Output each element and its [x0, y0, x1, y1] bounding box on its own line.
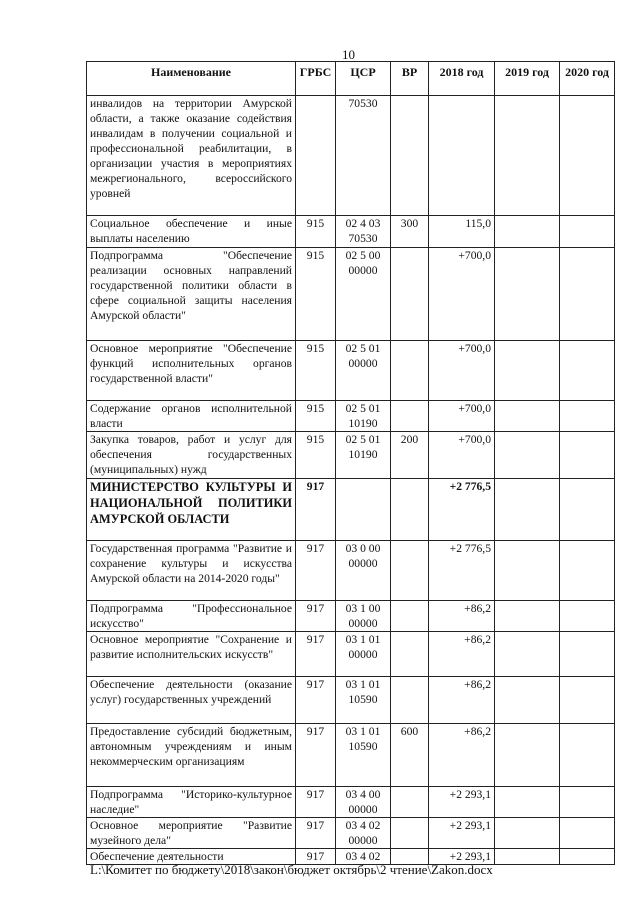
cell-csr: 03 4 02: [336, 849, 391, 865]
cell-y2018: +700,0: [429, 341, 495, 401]
cell-name: инвалидов на территории Амурской области, а также оказание содействия инвалидам в получении социальной и профессиональной реабилитации, в организации участия в мероприятиях межрегионального, всероссийского уровней: [87, 96, 296, 216]
table-row: [87, 541, 615, 601]
table-row: [87, 96, 615, 216]
cell-y2018: +86,2: [429, 724, 495, 787]
cell-grbs: 917: [296, 632, 336, 677]
cell-csr: 02 5 01 10190: [336, 432, 391, 479]
cell-y2019: [495, 341, 560, 401]
cell-y2020: [560, 401, 615, 432]
cell-y2019: [495, 818, 560, 849]
cell-vr: [391, 632, 429, 677]
header-vr: ВР: [391, 62, 429, 96]
cell-name: Основное мероприятие "Сохранение и развитие исполнительских искусств": [87, 632, 296, 677]
cell-y2018: +86,2: [429, 677, 495, 724]
cell-y2020: [560, 432, 615, 479]
header-2020: 2020 год: [560, 62, 615, 96]
table-row: [87, 601, 615, 632]
cell-csr: 02 4 03 70530: [336, 216, 391, 248]
header-grbs: ГРБС: [296, 62, 336, 96]
cell-grbs: 915: [296, 432, 336, 479]
cell-grbs: 915: [296, 341, 336, 401]
header-name: Наименование: [87, 62, 296, 96]
cell-grbs: 917: [296, 818, 336, 849]
table-row: [87, 677, 615, 724]
cell-y2019: [495, 677, 560, 724]
header-2019: 2019 год: [495, 62, 560, 96]
cell-y2018: +2 293,1: [429, 787, 495, 818]
cell-y2019: [495, 632, 560, 677]
cell-name: Подпрограмма "Обеспечение реализации основных направлений государственной политики области в сфере социальной защиты населения Амурской области": [87, 248, 296, 341]
cell-y2020: [560, 216, 615, 248]
table-row: [87, 432, 615, 479]
cell-y2019: [495, 248, 560, 341]
cell-grbs: 915: [296, 216, 336, 248]
cell-csr: 03 0 00 00000: [336, 541, 391, 601]
table-row: [87, 479, 615, 541]
cell-vr: [391, 787, 429, 818]
cell-csr: 03 1 01 10590: [336, 677, 391, 724]
cell-y2018: +700,0: [429, 432, 495, 479]
cell-grbs: 917: [296, 677, 336, 724]
cell-y2018: +2 293,1: [429, 818, 495, 849]
cell-csr: 02 5 00 00000: [336, 248, 391, 341]
table-row: [87, 787, 615, 818]
table-row: [87, 818, 615, 849]
table-row: [87, 724, 615, 787]
cell-grbs: [296, 96, 336, 216]
cell-y2019: [495, 849, 560, 865]
table-row: [87, 216, 615, 248]
cell-vr: [391, 341, 429, 401]
cell-y2018: +86,2: [429, 601, 495, 632]
cell-name: Закупка товаров, работ и услуг для обеспечения государственных (муниципальных) нужд: [87, 432, 296, 479]
cell-name: Основное мероприятие "Развитие музейного дела": [87, 818, 296, 849]
cell-y2020: [560, 601, 615, 632]
cell-grbs: 917: [296, 541, 336, 601]
table-row: [87, 401, 615, 432]
cell-grbs: 915: [296, 248, 336, 341]
cell-y2019: [495, 601, 560, 632]
cell-y2018: +86,2: [429, 632, 495, 677]
cell-grbs: 917: [296, 601, 336, 632]
table-header-row: [87, 62, 615, 96]
cell-y2018: [429, 96, 495, 216]
cell-y2020: [560, 818, 615, 849]
cell-vr: [391, 541, 429, 601]
cell-name: Подпрограмма "Профессиональное искусство": [87, 601, 296, 632]
cell-y2019: [495, 724, 560, 787]
budget-table: [86, 61, 615, 865]
cell-csr: 03 1 01 10590: [336, 724, 391, 787]
cell-vr: 200: [391, 432, 429, 479]
header-csr: ЦСР: [336, 62, 391, 96]
cell-y2018: +700,0: [429, 401, 495, 432]
cell-grbs: 917: [296, 787, 336, 818]
cell-y2020: [560, 632, 615, 677]
cell-csr: 03 1 01 00000: [336, 632, 391, 677]
cell-vr: [391, 96, 429, 216]
cell-y2018: +2 293,1: [429, 849, 495, 865]
cell-y2019: [495, 541, 560, 601]
cell-grbs: 917: [296, 724, 336, 787]
cell-vr: [391, 479, 429, 541]
cell-name: Обеспечение деятельности (оказание услуг) государственных учреждений: [87, 677, 296, 724]
cell-vr: [391, 818, 429, 849]
table-row: [87, 632, 615, 677]
cell-y2020: [560, 248, 615, 341]
cell-name: Основное мероприятие "Обеспечение функций исполнительных органов государственной власти": [87, 341, 296, 401]
cell-y2020: [560, 96, 615, 216]
cell-y2018: +2 776,5: [429, 479, 495, 541]
cell-csr: 70530: [336, 96, 391, 216]
cell-grbs: 917: [296, 849, 336, 865]
cell-y2020: [560, 787, 615, 818]
cell-vr: [391, 677, 429, 724]
cell-name: Государственная программа "Развитие и сохранение культуры и искусства Амурской области на 2014-2020 годы": [87, 541, 296, 601]
cell-name: МИНИСТЕРСТВО КУЛЬТУРЫ И НАЦИОНАЛЬНОЙ ПОЛИТИКИ АМУРСКОЙ ОБЛАСТИ: [87, 479, 296, 541]
cell-y2018: +700,0: [429, 248, 495, 341]
cell-y2020: [560, 479, 615, 541]
cell-y2019: [495, 216, 560, 248]
header-2018: 2018 год: [429, 62, 495, 96]
table-row: [87, 341, 615, 401]
cell-y2019: [495, 401, 560, 432]
cell-y2018: +2 776,5: [429, 541, 495, 601]
cell-y2019: [495, 96, 560, 216]
cell-y2020: [560, 724, 615, 787]
cell-y2020: [560, 341, 615, 401]
cell-vr: 600: [391, 724, 429, 787]
cell-csr: 03 4 00 00000: [336, 787, 391, 818]
cell-vr: [391, 401, 429, 432]
cell-y2020: [560, 541, 615, 601]
cell-y2020: [560, 677, 615, 724]
cell-name: Обеспечение деятельности: [87, 849, 296, 865]
cell-vr: [391, 601, 429, 632]
cell-vr: [391, 248, 429, 341]
cell-csr: 03 4 02 00000: [336, 818, 391, 849]
cell-csr: 02 5 01 00000: [336, 341, 391, 401]
cell-name: Предоставление субсидий бюджетным, автономным учреждениям и иным некоммерческим организациям: [87, 724, 296, 787]
cell-name: Подпрограмма "Историко-культурное наследие": [87, 787, 296, 818]
cell-grbs: 917: [296, 479, 336, 541]
table-row: [87, 248, 615, 341]
cell-y2019: [495, 787, 560, 818]
cell-csr: 03 1 00 00000: [336, 601, 391, 632]
cell-grbs: 915: [296, 401, 336, 432]
cell-csr: 02 5 01 10190: [336, 401, 391, 432]
cell-csr: [336, 479, 391, 541]
page-number: 10: [342, 47, 355, 62]
cell-y2020: [560, 849, 615, 865]
file-path-footer: L:\Комитет по бюджету\2018\закон\бюджет октябрь\2 чтение\Zakon.docx: [90, 862, 493, 877]
cell-y2019: [495, 479, 560, 541]
cell-name: Социальное обеспечение и иные выплаты населению: [87, 216, 296, 248]
cell-name: Содержание органов исполнительной власти: [87, 401, 296, 432]
cell-y2019: [495, 432, 560, 479]
cell-vr: 300: [391, 216, 429, 248]
cell-y2018: 115,0: [429, 216, 495, 248]
